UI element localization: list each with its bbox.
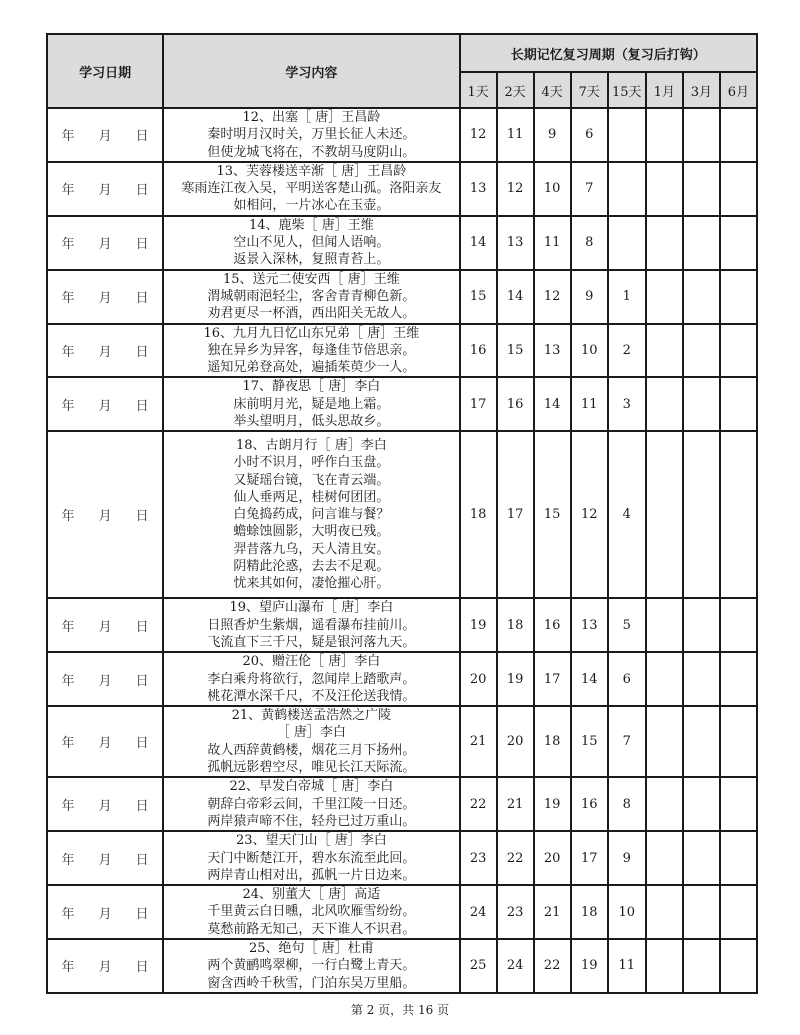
date-month-label: 月 bbox=[98, 960, 112, 976]
date-month-label: 月 bbox=[98, 345, 112, 360]
poem-title: 12、出塞［ 唐］王昌龄 bbox=[242, 110, 381, 125]
review-checkbox-cell[interactable] bbox=[720, 777, 757, 831]
review-checkbox-cell[interactable]: 9 bbox=[608, 831, 646, 885]
date-year-label: 年 bbox=[61, 798, 75, 814]
review-checkbox-cell[interactable]: 18 bbox=[460, 431, 497, 598]
review-checkbox-cell[interactable] bbox=[683, 216, 720, 270]
header-content: 学习内容 bbox=[163, 34, 459, 108]
review-checkbox-cell[interactable]: 13 bbox=[534, 324, 571, 378]
poem-title: 25、绝句［ 唐］杜甫 bbox=[249, 940, 374, 956]
date-day-label: 日 bbox=[135, 798, 149, 814]
table-row bbox=[47, 777, 757, 831]
poem-title: 22、早发白帝城［ 唐］李白 bbox=[229, 779, 394, 795]
review-checkbox-cell[interactable]: 15 bbox=[534, 431, 571, 598]
review-checkbox-cell[interactable] bbox=[683, 162, 720, 216]
poem-line: 白兔捣药成，问言谁与餐？ bbox=[233, 507, 390, 523]
poem-content-cell bbox=[163, 831, 459, 885]
review-checkbox-cell[interactable] bbox=[720, 598, 757, 652]
date-day-label: 日 bbox=[135, 183, 149, 199]
header-review-col: 2天 bbox=[497, 72, 534, 108]
date-year-label: 年 bbox=[61, 509, 75, 525]
header-review-col: 7天 bbox=[571, 72, 608, 108]
review-checkbox-cell[interactable]: 22 bbox=[460, 777, 497, 831]
poem-line: 朝辞白帝彩云间，千里江陵一日还。 bbox=[207, 796, 416, 812]
review-checkbox-cell[interactable]: 6 bbox=[608, 652, 646, 706]
review-checkbox-cell[interactable] bbox=[683, 108, 720, 162]
review-checkbox-cell[interactable]: 13 bbox=[571, 598, 608, 652]
review-checkbox-cell[interactable]: 22 bbox=[534, 939, 571, 993]
review-checkbox-cell[interactable] bbox=[683, 706, 720, 777]
review-checkbox-cell[interactable]: 12 bbox=[534, 270, 571, 324]
review-checkbox-cell[interactable]: 2 bbox=[608, 324, 646, 378]
review-checkbox-cell[interactable] bbox=[720, 431, 757, 598]
date-month-label: 月 bbox=[98, 852, 112, 868]
review-checkbox-cell[interactable] bbox=[720, 162, 757, 216]
date-day-label: 日 bbox=[135, 291, 149, 307]
review-checkbox-cell[interactable]: 16 bbox=[497, 377, 534, 431]
date-month-label: 月 bbox=[98, 673, 112, 689]
review-checkbox-cell[interactable] bbox=[683, 270, 720, 324]
poem-line: 两岸青山相对出，孤帆一片日边来。 bbox=[207, 867, 416, 883]
date-cell[interactable] bbox=[47, 706, 163, 777]
poem-content-cell bbox=[163, 431, 459, 598]
review-checkbox-cell[interactable] bbox=[646, 162, 683, 216]
header-review-col: 15天 bbox=[608, 72, 646, 108]
date-year-label: 年 bbox=[61, 345, 75, 360]
date-month-label: 月 bbox=[98, 619, 112, 635]
poem-line: 两个黄鹂鸣翠柳，一行白鹭上青天。 bbox=[207, 958, 416, 974]
review-checkbox-cell[interactable]: 23 bbox=[460, 831, 497, 885]
review-checkbox-cell[interactable] bbox=[646, 270, 683, 324]
date-month-label: 月 bbox=[98, 736, 112, 752]
header-review-group: 长期记忆复习周期（复习后打钩） bbox=[460, 34, 757, 72]
review-checkbox-cell[interactable]: 14 bbox=[460, 216, 497, 270]
review-checkbox-cell[interactable] bbox=[683, 939, 720, 993]
date-cell[interactable] bbox=[47, 431, 163, 598]
poem-line: 飞流直下三千尺，疑是银河落九天。 bbox=[207, 634, 416, 650]
date-year-label: 年 bbox=[61, 237, 75, 253]
review-checkbox-cell[interactable] bbox=[646, 831, 683, 885]
poem-line: 返景入深林，复照青苔上。 bbox=[233, 252, 390, 268]
date-year-label: 年 bbox=[61, 619, 75, 635]
review-checkbox-cell[interactable]: 20 bbox=[534, 831, 571, 885]
poem-title: 17、静夜思［ 唐］李白 bbox=[242, 379, 381, 395]
date-year-label: 年 bbox=[61, 852, 75, 868]
date-day-label: 日 bbox=[135, 398, 149, 414]
date-cell[interactable] bbox=[47, 885, 163, 939]
header-review-col: 1月 bbox=[646, 72, 683, 108]
poem-line: 渭城朝雨浥轻尘，客舍青青柳色新。 bbox=[207, 288, 416, 304]
date-cell[interactable] bbox=[47, 831, 163, 885]
review-checkbox-cell[interactable]: 6 bbox=[571, 108, 608, 162]
review-checkbox-cell[interactable]: 4 bbox=[608, 431, 646, 598]
review-checkbox-cell[interactable]: 12 bbox=[460, 108, 497, 162]
poem-line: 故人西辞黄鹤楼，烟花三月下扬州。 bbox=[207, 742, 416, 758]
date-year-label: 年 bbox=[61, 291, 75, 307]
date-year-label: 年 bbox=[61, 906, 75, 922]
review-checkbox-cell[interactable]: 16 bbox=[534, 598, 571, 652]
review-checkbox-cell[interactable]: 22 bbox=[497, 831, 534, 885]
poem-content-cell bbox=[163, 377, 459, 431]
review-checkbox-cell[interactable]: 19 bbox=[497, 652, 534, 706]
review-checkbox-cell[interactable]: 17 bbox=[460, 377, 497, 431]
review-checkbox-cell[interactable] bbox=[646, 885, 683, 939]
review-checkbox-cell[interactable]: 19 bbox=[571, 939, 608, 993]
review-checkbox-cell[interactable] bbox=[646, 377, 683, 431]
header-review-col: 1天 bbox=[460, 72, 497, 108]
poem-line: 小时不识月，呼作白玉盘。 bbox=[233, 455, 390, 471]
poem-line: 床前明月光，疑是地上霜。 bbox=[233, 396, 390, 412]
table-row bbox=[47, 885, 757, 939]
review-checkbox-cell[interactable] bbox=[720, 108, 757, 162]
review-checkbox-cell[interactable]: 14 bbox=[497, 270, 534, 324]
date-month-label: 月 bbox=[98, 129, 112, 145]
review-checkbox-cell[interactable] bbox=[683, 652, 720, 706]
review-checkbox-cell[interactable] bbox=[683, 598, 720, 652]
poem-title: 24、别董大［ 唐］高适 bbox=[242, 887, 381, 903]
page-footer: 第 2 页，共 16 页 bbox=[350, 1003, 450, 1017]
review-checkbox-cell[interactable]: 23 bbox=[497, 885, 534, 939]
poem-content-cell bbox=[163, 324, 459, 378]
date-day-label: 日 bbox=[135, 852, 149, 868]
table-row bbox=[47, 162, 757, 216]
poem-line: 蟾蜍蚀圆影，大明夜已残。 bbox=[233, 524, 390, 540]
header-review-col: 3月 bbox=[683, 72, 720, 108]
date-month-label: 月 bbox=[98, 183, 112, 199]
date-day-label: 日 bbox=[135, 237, 149, 253]
date-year-label: 年 bbox=[61, 673, 75, 689]
review-checkbox-cell[interactable]: 15 bbox=[571, 706, 608, 777]
date-year-label: 年 bbox=[61, 736, 75, 752]
date-day-label: 日 bbox=[135, 509, 149, 525]
poem-title: 13、芙蓉楼送辛渐［ 唐］王昌龄 bbox=[216, 163, 407, 179]
review-checkbox-cell[interactable] bbox=[683, 777, 720, 831]
poem-line: 寒雨连江夜入吴，平明送客楚山孤。洛阳亲友 bbox=[181, 181, 442, 197]
poem-line: 羿昔落九乌，天人清且安。 bbox=[233, 541, 390, 557]
poem-content-cell bbox=[163, 598, 459, 652]
date-day-label: 日 bbox=[135, 960, 149, 976]
review-checkbox-cell[interactable]: 24 bbox=[460, 885, 497, 939]
poem-title: 23、望天门山［ 唐］李白 bbox=[236, 833, 387, 849]
review-checkbox-cell[interactable]: 10 bbox=[534, 162, 571, 216]
review-checkbox-cell[interactable] bbox=[646, 652, 683, 706]
poem-title: 20、赠汪伦［ 唐］李白 bbox=[242, 654, 381, 670]
review-checkbox-cell[interactable] bbox=[646, 939, 683, 993]
review-checkbox-cell[interactable]: 15 bbox=[460, 270, 497, 324]
table-row bbox=[47, 216, 757, 270]
review-checkbox-cell[interactable] bbox=[646, 598, 683, 652]
review-checkbox-cell[interactable]: 16 bbox=[460, 324, 497, 378]
table-row bbox=[47, 108, 757, 162]
poem-title: 18、古朗月行［ 唐］李白 bbox=[236, 438, 387, 453]
date-cell[interactable] bbox=[47, 939, 163, 993]
poem-line: 孤帆远影碧空尽，唯见长江天际流。 bbox=[207, 760, 416, 776]
table-row bbox=[47, 652, 757, 706]
poem-line: 忧来其如何，凄怆摧心肝。 bbox=[233, 576, 390, 592]
date-day-label: 日 bbox=[135, 906, 149, 922]
review-checkbox-cell[interactable]: 21 bbox=[460, 706, 497, 777]
date-day-label: 日 bbox=[135, 673, 149, 689]
poem-title: 19、望庐山瀑布［ 唐］李白 bbox=[229, 600, 394, 616]
review-checkbox-cell[interactable]: 11 bbox=[608, 939, 646, 993]
poem-line: 李白乘舟将欲行，忽闻岸上踏歌声。 bbox=[207, 671, 416, 687]
review-checkbox-cell[interactable] bbox=[720, 885, 757, 939]
header-date: 学习日期 bbox=[47, 34, 163, 108]
review-checkbox-cell[interactable]: 16 bbox=[571, 777, 608, 831]
date-cell[interactable] bbox=[47, 324, 163, 378]
review-checkbox-cell[interactable]: 7 bbox=[608, 706, 646, 777]
review-checkbox-cell[interactable] bbox=[720, 652, 757, 706]
review-checkbox-cell[interactable] bbox=[646, 216, 683, 270]
review-checkbox-cell[interactable]: 19 bbox=[534, 777, 571, 831]
review-checkbox-cell[interactable] bbox=[720, 706, 757, 777]
review-checkbox-cell[interactable] bbox=[720, 377, 757, 431]
table-row bbox=[47, 831, 757, 885]
poem-content-cell bbox=[163, 270, 459, 324]
poem-line: 日照香炉生紫烟，遥看瀑布挂前川。 bbox=[207, 617, 416, 633]
poem-line: 仙人垂两足，桂树何团团。 bbox=[233, 489, 390, 505]
poem-content-cell bbox=[163, 216, 459, 270]
review-checkbox-cell[interactable] bbox=[646, 777, 683, 831]
poem-line: 窗含西岭千秋雪，门泊东吴万里船。 bbox=[207, 975, 416, 991]
review-checkbox-cell[interactable] bbox=[608, 108, 646, 162]
review-checkbox-cell[interactable] bbox=[683, 831, 720, 885]
poem-line: 举头望明月，低头思故乡。 bbox=[233, 414, 390, 430]
review-checkbox-cell[interactable] bbox=[720, 939, 757, 993]
review-checkbox-cell[interactable]: 11 bbox=[571, 377, 608, 431]
poem-content-cell bbox=[163, 108, 459, 162]
poem-title: 15、送元二使安西［ 唐］王维 bbox=[223, 271, 400, 287]
table-row bbox=[47, 706, 757, 777]
review-schedule-table bbox=[46, 33, 758, 994]
review-checkbox-cell[interactable]: 21 bbox=[534, 885, 571, 939]
header-review-col: 4天 bbox=[534, 72, 571, 108]
poem-content-cell bbox=[163, 939, 459, 993]
review-checkbox-cell[interactable] bbox=[646, 324, 683, 378]
date-month-label: 月 bbox=[98, 237, 112, 253]
review-checkbox-cell[interactable]: 12 bbox=[571, 431, 608, 598]
review-checkbox-cell[interactable] bbox=[608, 162, 646, 216]
review-checkbox-cell[interactable] bbox=[683, 377, 720, 431]
review-checkbox-cell[interactable] bbox=[646, 431, 683, 598]
review-checkbox-cell[interactable]: 25 bbox=[460, 939, 497, 993]
date-month-label: 月 bbox=[98, 291, 112, 307]
review-checkbox-cell[interactable]: 18 bbox=[571, 885, 608, 939]
review-checkbox-cell[interactable]: 21 bbox=[497, 777, 534, 831]
poem-line: 如相问，一片冰心在玉壶。 bbox=[233, 198, 390, 214]
table-row bbox=[47, 939, 757, 993]
review-checkbox-cell[interactable]: 19 bbox=[460, 598, 497, 652]
table-row bbox=[47, 377, 757, 431]
review-checkbox-cell[interactable]: 1 bbox=[608, 270, 646, 324]
poem-line: 遥知兄弟登高处，遍插茱萸少一人。 bbox=[207, 360, 416, 376]
review-checkbox-cell[interactable]: 10 bbox=[571, 324, 608, 378]
poem-content-cell bbox=[163, 652, 459, 706]
table-row bbox=[47, 270, 757, 324]
date-cell[interactable] bbox=[47, 598, 163, 652]
poem-line: 桃花潭水深千尺，不及汪伦送我情。 bbox=[207, 688, 416, 704]
review-checkbox-cell[interactable]: 5 bbox=[608, 598, 646, 652]
review-checkbox-cell[interactable] bbox=[683, 885, 720, 939]
date-year-label: 年 bbox=[61, 183, 75, 199]
review-checkbox-cell[interactable]: 3 bbox=[608, 377, 646, 431]
poem-content-cell bbox=[163, 885, 459, 939]
date-month-label: 月 bbox=[98, 509, 112, 525]
review-checkbox-cell[interactable]: 18 bbox=[497, 598, 534, 652]
date-cell[interactable] bbox=[47, 216, 163, 270]
review-checkbox-cell[interactable]: 13 bbox=[497, 216, 534, 270]
review-checkbox-cell[interactable] bbox=[683, 324, 720, 378]
poem-line: 独在异乡为异客，每逢佳节倍思亲。 bbox=[207, 342, 416, 358]
review-checkbox-cell[interactable]: 14 bbox=[534, 377, 571, 431]
date-cell[interactable] bbox=[47, 777, 163, 831]
review-checkbox-cell[interactable] bbox=[720, 216, 757, 270]
poem-line: ［ 唐］李白 bbox=[276, 725, 346, 741]
poem-line: 两岸猿声啼不住，轻舟已过万重山。 bbox=[207, 813, 416, 829]
review-checkbox-cell[interactable]: 11 bbox=[534, 216, 571, 270]
review-checkbox-cell[interactable]: 15 bbox=[497, 324, 534, 378]
poem-line: 劝君更尽一杯酒，西出阳关无故人。 bbox=[207, 306, 416, 322]
review-checkbox-cell[interactable] bbox=[608, 216, 646, 270]
review-checkbox-cell[interactable]: 24 bbox=[497, 939, 534, 993]
table-row bbox=[47, 324, 757, 378]
review-checkbox-cell[interactable]: 7 bbox=[571, 162, 608, 216]
date-day-label: 日 bbox=[135, 736, 149, 752]
review-checkbox-cell[interactable]: 8 bbox=[571, 216, 608, 270]
date-cell[interactable] bbox=[47, 270, 163, 324]
review-checkbox-cell[interactable] bbox=[646, 108, 683, 162]
poem-line: 秦时明月汉时关，万里长征人未还。 bbox=[207, 127, 416, 143]
review-checkbox-cell[interactable]: 10 bbox=[608, 885, 646, 939]
poem-content-cell bbox=[163, 777, 459, 831]
poem-line: 但使龙城飞将在，不教胡马度阴山。 bbox=[207, 144, 416, 160]
poem-content-cell bbox=[163, 706, 459, 777]
review-checkbox-cell[interactable]: 13 bbox=[460, 162, 497, 216]
date-day-label: 日 bbox=[135, 129, 149, 145]
review-checkbox-cell[interactable] bbox=[720, 270, 757, 324]
date-day-label: 日 bbox=[135, 619, 149, 635]
poem-title: 16、九月九日忆山东兄弟［ 唐］王维 bbox=[203, 325, 420, 341]
review-checkbox-cell[interactable]: 20 bbox=[460, 652, 497, 706]
review-checkbox-cell[interactable]: 14 bbox=[571, 652, 608, 706]
poem-line: 又疑瑶台镜，飞在青云端。 bbox=[233, 472, 390, 488]
review-checkbox-cell[interactable]: 9 bbox=[534, 108, 571, 162]
poem-line: 莫愁前路无知己，天下谁人不识君。 bbox=[207, 921, 416, 937]
review-checkbox-cell[interactable]: 18 bbox=[534, 706, 571, 777]
date-year-label: 年 bbox=[61, 398, 75, 414]
poem-line: 天门中断楚江开，碧水东流至此回。 bbox=[207, 850, 416, 866]
review-checkbox-cell[interactable]: 11 bbox=[497, 108, 534, 162]
review-checkbox-cell[interactable]: 12 bbox=[497, 162, 534, 216]
review-checkbox-cell[interactable] bbox=[646, 706, 683, 777]
date-cell[interactable] bbox=[47, 108, 163, 162]
date-month-label: 月 bbox=[98, 398, 112, 414]
poem-line: 千里黄云白日曛，北风吹雁雪纷纷。 bbox=[207, 904, 416, 920]
poem-title: 21、黄鹤楼送孟浩然之广陵 bbox=[231, 708, 392, 724]
date-day-label: 日 bbox=[135, 345, 149, 360]
poem-content-cell bbox=[163, 162, 459, 216]
header-review-col: 6月 bbox=[720, 72, 757, 108]
review-checkbox-cell[interactable]: 17 bbox=[534, 652, 571, 706]
date-year-label: 年 bbox=[61, 960, 75, 976]
poem-title: 14、鹿柴［ 唐］王维 bbox=[249, 217, 374, 233]
poem-line: 阴精此沦惑，去去不足观。 bbox=[233, 559, 390, 575]
review-checkbox-cell[interactable]: 20 bbox=[497, 706, 534, 777]
review-checkbox-cell[interactable]: 8 bbox=[608, 777, 646, 831]
review-checkbox-cell[interactable]: 9 bbox=[571, 270, 608, 324]
review-checkbox-cell[interactable] bbox=[720, 324, 757, 378]
review-checkbox-cell[interactable] bbox=[720, 831, 757, 885]
date-cell[interactable] bbox=[47, 652, 163, 706]
review-checkbox-cell[interactable]: 17 bbox=[497, 431, 534, 598]
date-cell[interactable] bbox=[47, 162, 163, 216]
review-checkbox-cell[interactable]: 17 bbox=[571, 831, 608, 885]
table-row bbox=[47, 598, 757, 652]
poem-line: 空山不见人，但闻人语响。 bbox=[233, 235, 390, 251]
date-cell[interactable] bbox=[47, 377, 163, 431]
date-month-label: 月 bbox=[98, 798, 112, 814]
date-year-label: 年 bbox=[61, 129, 75, 145]
date-month-label: 月 bbox=[98, 906, 112, 922]
review-checkbox-cell[interactable] bbox=[683, 431, 720, 598]
table-row bbox=[47, 431, 757, 598]
